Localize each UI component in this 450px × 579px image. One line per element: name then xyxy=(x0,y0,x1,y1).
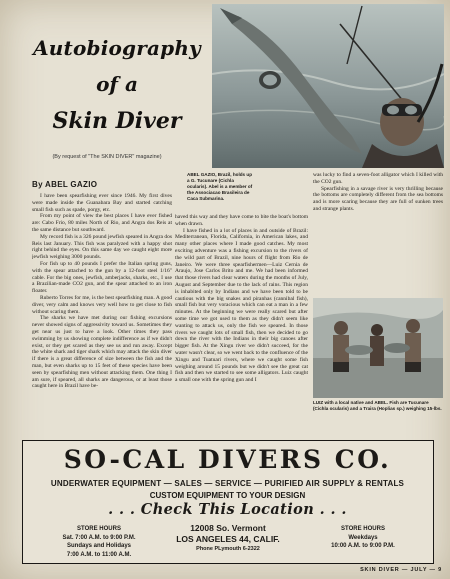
store-hours-line: 7:00 A.M. to 11:00 A.M. xyxy=(66,551,132,558)
photo-divers-with-catch xyxy=(313,298,443,398)
address-city: LOS ANGELES 44, CALIF. xyxy=(176,534,280,544)
store-hours-line: Weekdays xyxy=(348,534,378,541)
store-hours-heading: STORE HOURS xyxy=(77,526,121,532)
title-line-3: Skin Diver xyxy=(52,108,182,134)
paragraph: The sharks we have met during our fishing excursions never showed signs of aggressivity toward us. Sometimes they get near us just to have a look. Other times they pass swimming by us showing complete indifference as if we didn't exist, or they get scared as they see us and run away. Except the white shark and tiger shark which may attack the skin diver if there is a great difference of size between the fish and the man, but even sharks up to 15 feet of these species have been seen by spearfishing men without attacking them. One thing I am sure, if speared, all sharks are dangerous, or at least those caught here in Brazil have be- xyxy=(32,315,172,390)
byline: By ABEL GAZIO xyxy=(32,180,98,189)
diver-photo-illustration xyxy=(212,4,444,168)
ad-check-location: . . . Check This Location . . . xyxy=(108,501,347,518)
ad-services-line: UNDERWATER EQUIPMENT — SALES — SERVICE — PURIFIED AIR SUPPLY & RENTALS xyxy=(50,479,405,488)
ad-company-name: SO-CAL DIVERS CO. xyxy=(63,445,392,474)
store-hours-line: 10:00 A.M. to 9:00 P.M. xyxy=(331,543,395,550)
page-footer: SKIN DIVER — JULY — 9 xyxy=(360,567,442,573)
paragraph: My record fish is a 326 pound jewfish speared in Angra dos Reis last January. This fish was paralyzed with a happy shot right behind the eyes. On this same day we caught eight more jewfish weighing 3000 pounds. xyxy=(32,233,172,261)
paragraph: I have been spearfishing ever since 1946. My first dives were made inside the Guanabara Bay and started catching small fish such as spade, porgy, etc. xyxy=(32,193,172,213)
store-hours-line: Sundays and Holidays xyxy=(66,543,132,550)
paragraph: was lucky to find a seven-foot alligator which I killed with the CO2 gun. xyxy=(313,172,443,185)
ad-address xyxy=(163,523,293,553)
paragraph: For fish up to 40 pounds I prefer the Italian spring guns, with the spear attached to the gun by a 12-foot steel 1/16" cable. For the big ones, jewfish, amberjacks, sharks, etc., I use a Brazilian-made CO2 gun, and the spear attached to an iron floater. xyxy=(32,260,172,295)
paragraph: From my point of view the best places I have ever fished are: Cabo Frio, 80 miles North of Rio, and Angra dos Reis at the same distance but southward. xyxy=(32,213,172,233)
ad-custom-line: CUSTOM EQUIPMENT TO YOUR DESIGN xyxy=(149,491,306,500)
hero-photo-diver-with-fish xyxy=(212,4,444,168)
paragraph: Ruberto Torres for me, is the best spearfishing man. A good diver, very calm and knows very well how to get close to fish without scaring them. xyxy=(32,294,172,315)
ad-store-hours-weekdays xyxy=(293,525,433,551)
paragraph: haved this way and they have come to bite the boat's bottom when drawn. xyxy=(175,214,308,227)
title-line-2: of a xyxy=(96,72,138,96)
divers-catch-illustration xyxy=(313,298,443,398)
paragraph: I have fished in a lot of places in and outside of Brazil: Mediterranean, Florida, California, in American lakes, and many other places where I made good catches. My most exciting adventure was a fishing excursion to the rivers of the wild part of Brazil, nine hours of flight from Rio de Janeiro. We were three spearfishermen—Luiz Cernia de Araujo, Jose Carlos Brito and me. We had been informed that those rivers had clear waters during the months of July, August and September due to the lack of rains. This region is inhabited only by Indians and we have been told to be cautious with the big snakes and piranhas (cannibal fish), small fish but very voracious which can eat a man in a few minutes. At the beginning we were really scared but after some time we got used to them as they didn't seem like wanting to attack us, only the fish we speared. In those rivers we caught lots of small fish, then we decided to go down the river with the Indians in their big canoes after bigger fish. At the Xingu river we didn't succeed, for the water wasn't clear, so we went back to the confluence of the Xingu and Tuatuari rivers, where we caught some fish weighing around 15 pounds but we didn't see the great cat fish and then we started to see some alligators. Luiz caught a small one with the spring gun and I xyxy=(175,227,308,384)
store-hours-line: Sat. 7:00 A.M. to 9:00 P.M. xyxy=(62,534,136,541)
catch-photo-caption: LUIZ with a local native and ABEL. Fish are Tucunare (Cichla ocularis) and a Traira (Hoplias sp.) weighing 15-lbs. xyxy=(313,400,442,411)
article-column-2 xyxy=(175,214,308,440)
address-phone: Phone PLymouth 6-2322 xyxy=(196,546,260,552)
advertisement-box xyxy=(22,440,434,564)
ad-store-hours-weekend xyxy=(29,525,169,559)
article-column-3 xyxy=(313,172,443,244)
paragraph: Spearfishing in a savage river is very thrilling because the bottoms are completely different from the sea bottoms and is more scaring because they are full of sunken trees and strange plants. xyxy=(313,185,443,212)
article-column-1 xyxy=(32,193,172,440)
address-street: 12008 So. Vermont xyxy=(190,523,266,533)
article-title xyxy=(12,30,222,140)
title-line-1: Autobiography xyxy=(33,36,201,60)
hero-photo-caption: ABEL GAZIO, Brazil, holds up a G. Tucunare (Cichla ocularis). Abel is a member of the Associacao Brasileira de Caca Submarina. xyxy=(187,172,253,201)
store-hours-heading: STORE HOURS xyxy=(341,526,385,532)
request-note: (By request of "The SKIN DIVER" magazine) xyxy=(52,154,162,160)
